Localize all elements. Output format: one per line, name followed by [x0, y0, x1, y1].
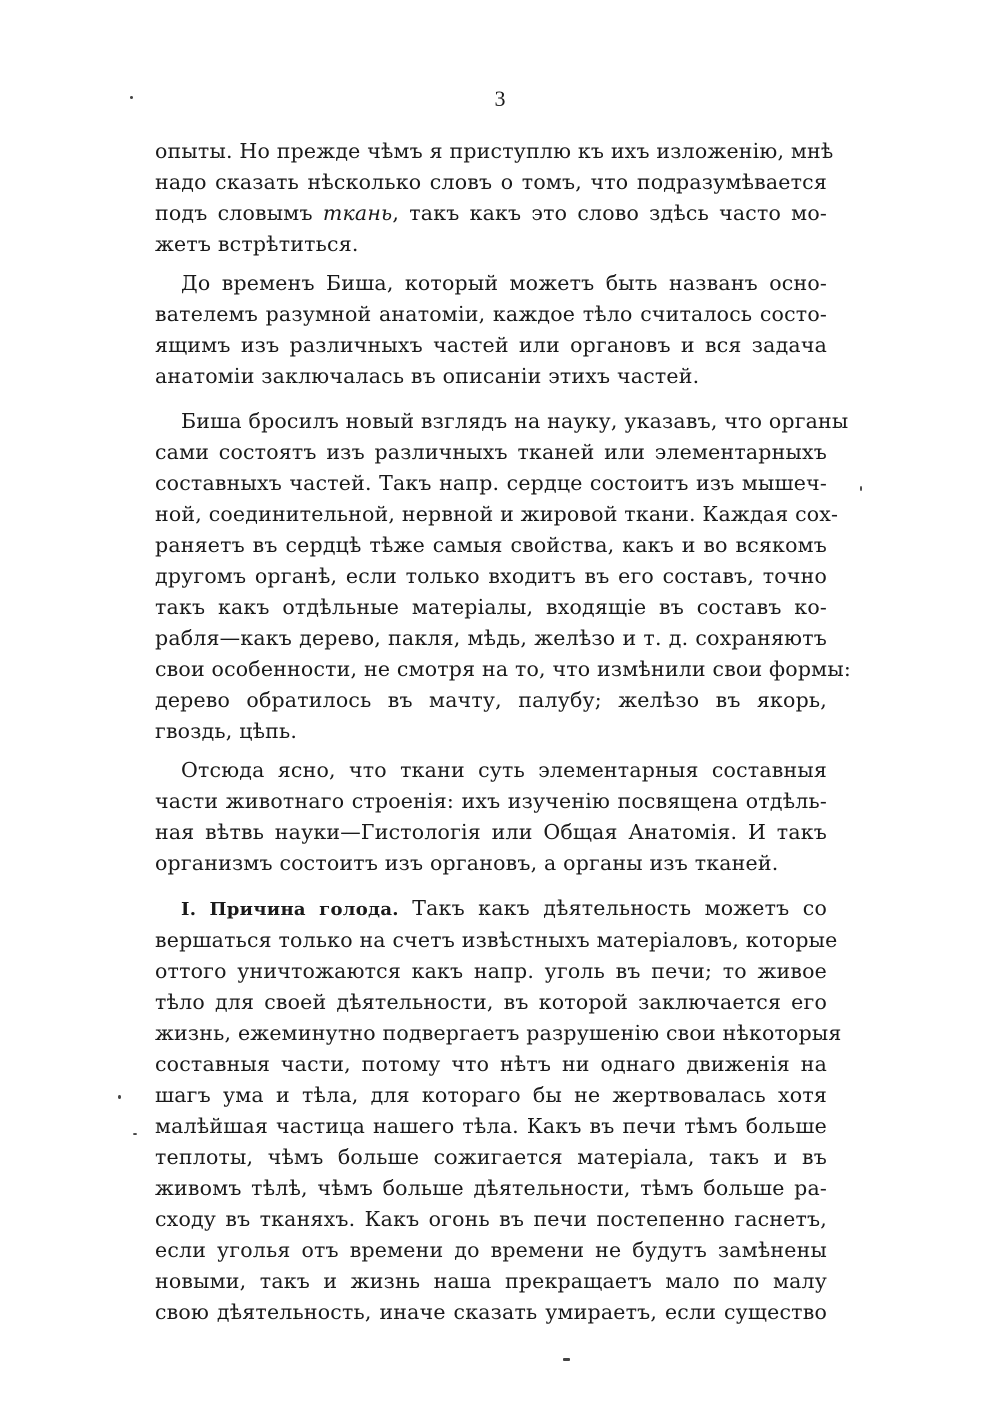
text-line: вателемъ разумной анатоміи, каждое тѣло считалось состо- — [155, 302, 827, 326]
text-line: оттого уничтожаются какъ напр. уголь въ печи; то живое — [155, 959, 827, 983]
paragraph-1 — [155, 136, 834, 260]
scan-speck — [130, 96, 133, 99]
text-line: свою дѣятельность, иначе сказать умираетъ, если существо — [155, 1300, 827, 1324]
emphasis: ткань — [322, 201, 393, 225]
text-line: рабля—какъ дерево, пакля, мѣдь, желѣзо и т. д. сохраняютъ — [155, 626, 827, 650]
body-text — [155, 136, 851, 1328]
text-line: составныхъ частей. Такъ напр. сердце состоитъ изъ мышеч- — [155, 471, 827, 495]
text-line: теплоты, чѣмъ больше сожигается матеріала, такъ и въ — [155, 1145, 827, 1169]
text-line: подъ словымъ ткань, такъ какъ это слово здѣсь часто мо- — [155, 201, 827, 225]
text-line: такъ какъ отдѣльные матеріалы, входящіе въ составъ ко- — [155, 595, 827, 619]
scan-speck — [118, 1095, 121, 1099]
text-line: новыми, такъ и жизнь наша прекращаетъ мало по малу — [155, 1269, 827, 1293]
text-line: шагъ ума и тѣла, для котораго бы не жертвовалась хотя — [155, 1083, 827, 1107]
page-number: 3 — [494, 86, 506, 111]
text-line: сходу въ тканяхъ. Какъ огонь въ печи постепенно гаснетъ, — [155, 1207, 827, 1231]
text-line: анатоміи заключалась въ описаніи этихъ частей. — [155, 364, 700, 388]
text-line: вершаться только на счетъ извѣстныхъ матеріаловъ, которые — [155, 928, 838, 952]
text-line: части животнаго строенія: ихъ изученію посвящена отдѣль- — [155, 789, 827, 813]
scan-speck — [563, 1358, 570, 1361]
text-line: ная вѣтвь науки—Гистологія или Общая Анатомія. И такъ — [155, 820, 827, 844]
text-line: свои особенности, не смотря на то, что измѣнили свои формы: — [155, 657, 851, 681]
paragraph-3 — [155, 406, 851, 747]
text-line: тѣло для своей дѣятельности, въ которой заключается его — [155, 990, 827, 1014]
paragraph-4 — [155, 755, 827, 879]
text-line: Биша бросилъ новый взглядъ на науку, указавъ, что органы — [181, 409, 849, 433]
paragraph-5 — [155, 893, 842, 1328]
text-line: ной, соединительной, нервной и жировой ткани. Каждая сох- — [155, 502, 839, 526]
text-line: опыты. Но прежде чѣмъ я приступлю къ ихъ изложенію, мнѣ — [155, 139, 834, 163]
scan-speck — [133, 1133, 137, 1135]
section-heading: I. Причина голода. — [181, 899, 399, 920]
text-line: раняетъ въ сердцѣ тѣже самыя свойства, какъ и во всякомъ — [155, 533, 827, 557]
text-line: Отсюда ясно, что ткани суть элементарныя составныя — [181, 758, 827, 782]
text-line: если уголья отъ времени до времени не будутъ замѣнены — [155, 1238, 827, 1262]
text-line: надо сказать нѣсколько словъ о томъ, что подразумѣвается — [155, 170, 827, 194]
text-line: ящимъ изъ различныхъ частей или органовъ и вся задача — [155, 333, 827, 357]
text-line: жизнь, ежеминутно подвергаетъ разрушенію свои нѣкоторыя — [155, 1021, 842, 1045]
text-line: жетъ встрѣтиться. — [155, 232, 359, 256]
text-run: Такъ какъ дѣятельность можетъ со — [412, 896, 828, 920]
text-line: малѣйшая частица нашего тѣла. Какъ въ печи тѣмъ больше — [155, 1114, 827, 1138]
paragraph-2 — [155, 268, 827, 392]
text-line — [155, 893, 827, 925]
text-line: гвоздь, цѣпь. — [155, 719, 298, 743]
text-line: организмъ состоитъ изъ органовъ, а органы изъ тканей. — [155, 851, 779, 875]
text-line: живомъ тѣлѣ, чѣмъ больше дѣятельности, тѣмъ больше ра- — [155, 1176, 827, 1200]
text-line: сами состоятъ изъ различныхъ тканей или элементарныхъ — [155, 440, 827, 464]
text-line: дерево обратилось въ мачту, палубу; желѣзо въ якорь, — [155, 688, 827, 712]
text-line: До временъ Биша, который можетъ быть названъ осно- — [181, 271, 827, 295]
scan-speck — [860, 486, 862, 491]
text-line: другомъ органѣ, если только входитъ въ его составъ, точно — [155, 564, 827, 588]
text-line: составныя части, потому что нѣтъ ни однаго движенія на — [155, 1052, 827, 1076]
